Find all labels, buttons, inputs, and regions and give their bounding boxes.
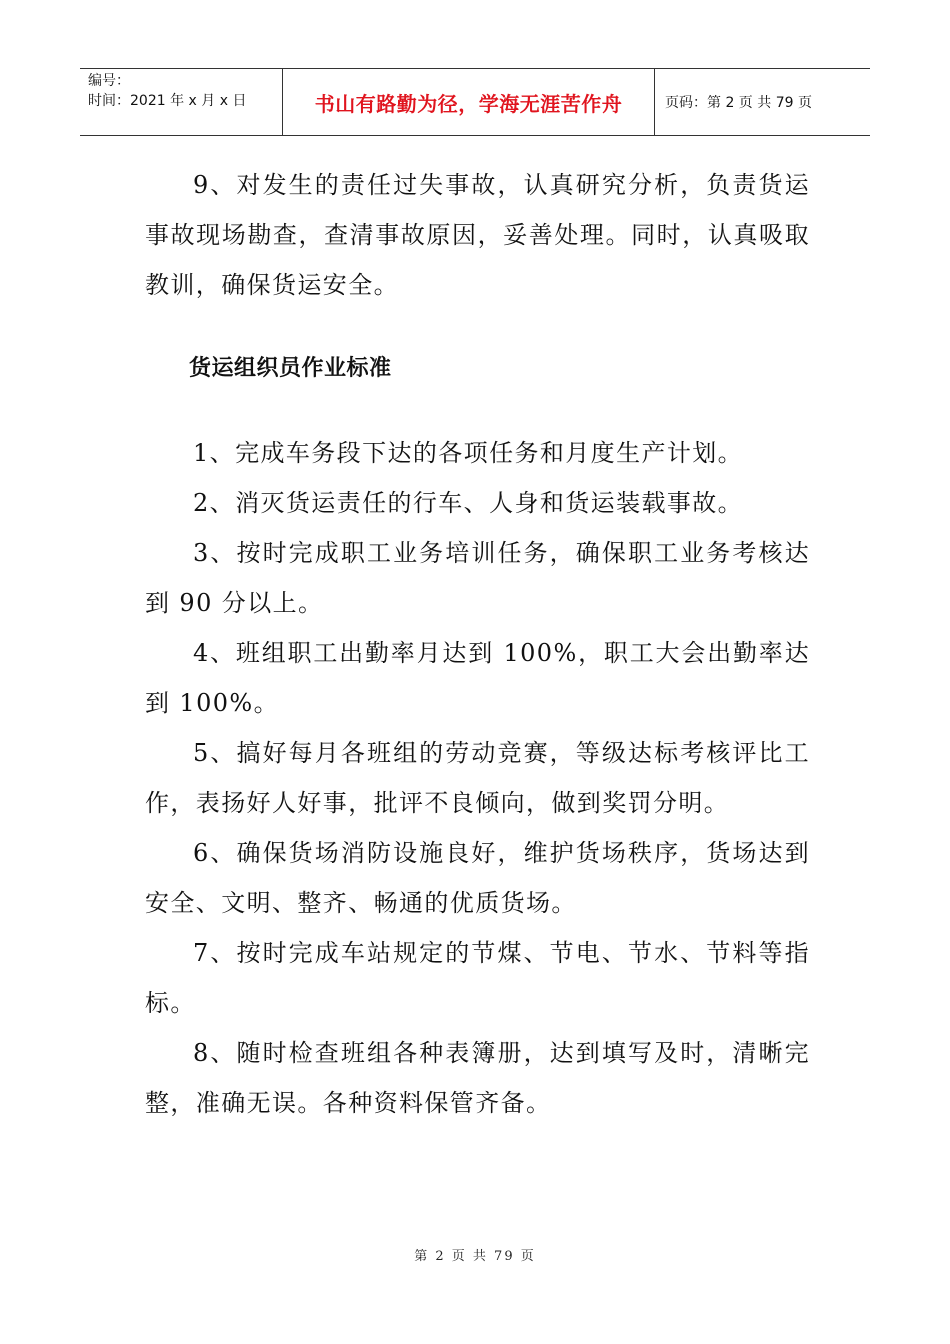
page-footer: 第 2 页 共 79 页 <box>414 1249 536 1264</box>
list-item: 5、搞好每月各班组的劳动竞赛，等级达标考核评比工作，表扬好人好事，批评不良倾向，做到奖罚分明。 <box>145 739 810 817</box>
list-item: 1、完成车务段下达的各项任务和月度生产计划。 <box>193 439 744 467</box>
header-meta <box>80 69 283 135</box>
list-item: 6、确保货场消防设施良好，维护货场秩序，货场达到安全、文明、整齐、畅通的优质货场。 <box>145 839 810 917</box>
list-item: 3、按时完成职工业务培训任务，确保职工业务考核达到 90 分以上。 <box>145 539 810 617</box>
page-info-text: 页码：第 2 页 共 79 页 <box>665 95 812 111</box>
code-label: 编号： <box>88 73 130 89</box>
time-label: 时间：2021 年 x 月 x 日 <box>88 93 247 109</box>
list-item: 4、班组职工出勤率月达到 100%，职工大会出勤率达到 100%。 <box>145 639 810 717</box>
list-item: 7、按时完成车站规定的节煤、节电、节水、节料等指标。 <box>145 939 810 1017</box>
document-header <box>80 68 870 136</box>
section-title: 货运组织员作业标准 <box>189 356 392 381</box>
header-motto <box>283 69 655 135</box>
motto-text: 书山有路勤为径，学海无涯苦作舟 <box>314 91 623 116</box>
intro-paragraph: 9、对发生的责任过失事故，认真研究分析，负责货运事故现场勘查，查清事故原因，妥善处理。同时，认真吸取教训，确保货运安全。 <box>145 171 810 299</box>
header-page-info <box>655 69 870 135</box>
list-item: 8、随时检查班组各种表簿册，达到填写及时，清晰完整，准确无误。各种资料保管齐备。 <box>145 1039 810 1117</box>
list-item: 2、消灭货运责任的行车、人身和货运装载事故。 <box>193 489 744 517</box>
document-body <box>145 160 810 1128</box>
